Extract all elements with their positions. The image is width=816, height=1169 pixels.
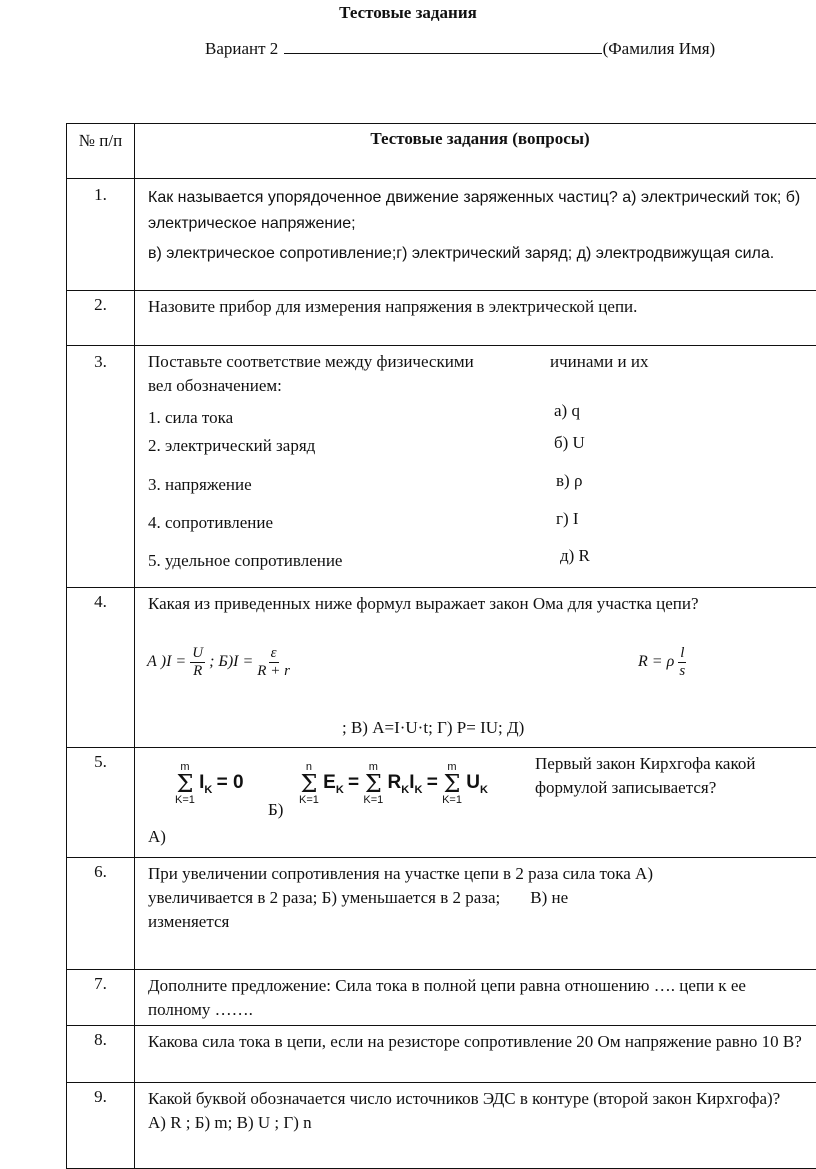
sub-k: K <box>480 784 488 796</box>
sum-sign: m Σ K=1 <box>442 762 462 806</box>
col-num-header: № п/п <box>67 124 135 179</box>
formula-r-left: R = ρ <box>638 653 674 670</box>
formula-a-fraction <box>190 645 205 680</box>
question-row-4 <box>67 588 816 748</box>
q1-line1: Как называется упорядоченное движение заряженных частиц? а) электрический ток; б) электрическое напряжение; <box>148 185 816 237</box>
term-u <box>466 772 488 793</box>
question-num: 9. <box>67 1083 135 1169</box>
q3-answer-g: г) I <box>556 509 579 529</box>
q3-item-2: 2. электрический заряд <box>148 436 315 456</box>
term-ri <box>388 772 423 793</box>
variant-label: Вариант 2 <box>205 39 278 58</box>
table-header-row <box>67 124 816 179</box>
questions-table <box>66 123 816 1169</box>
q3-answer-v: в) ρ <box>556 471 582 491</box>
question-row-6 <box>67 858 816 970</box>
q3-item-4: 4. сопротивление <box>148 513 273 533</box>
q3-item-5: 5. удельное сопротивление <box>148 551 342 571</box>
question-row-2 <box>67 291 816 346</box>
formula-r-num: l <box>678 645 686 663</box>
q4-text: Какая из приведенных ниже формул выражает закон Ома для участка цепи? <box>135 588 816 618</box>
question-num: 2. <box>67 291 135 346</box>
q9-text: Какой буквой обозначается число источников ЭДС в контуре (второй закон Кирхгофа)? <box>148 1087 816 1111</box>
question-row-1 <box>67 179 816 291</box>
eq-zero: = 0 <box>217 772 244 793</box>
question-row-7 <box>67 970 816 1026</box>
q8-text: Какова сила тока в цепи, если на резисторе сопротивление 20 Ом напряжение равно 10 В? <box>135 1026 816 1083</box>
term-e-letter: E <box>323 772 336 793</box>
formula-b-num: ε <box>269 645 279 663</box>
question-num: 3. <box>67 346 135 588</box>
sub-k: K <box>401 784 409 796</box>
question-num: 1. <box>67 179 135 291</box>
question-num: 4. <box>67 588 135 748</box>
term-i-letter: I <box>409 772 414 793</box>
formula-b-fraction <box>257 645 290 680</box>
sum-bottom: K=1 <box>175 795 195 806</box>
q1-line2: в) электрическое сопротивление;г) электрический заряд; д) электродвижущая сила. <box>148 241 816 267</box>
term-i <box>199 772 212 793</box>
q7-text: Дополните предложение: Сила тока в полной цепи равна отношению …. цепи к ее полному ……. <box>135 970 816 1026</box>
eq: = <box>427 772 438 793</box>
term-i-letter: I <box>199 772 204 793</box>
sum-bottom: K=1 <box>442 795 462 806</box>
question-row-3 <box>67 346 816 588</box>
q5-formula-b <box>299 762 488 806</box>
q4-formula-r <box>638 645 686 680</box>
q6-line2-right: В) не <box>530 888 568 907</box>
term-r-letter: R <box>388 772 402 793</box>
q5-label-a: А) <box>148 827 166 847</box>
formula-b-label: ; Б)I = <box>209 653 253 670</box>
question-num: 5. <box>67 748 135 858</box>
question-num: 6. <box>67 858 135 970</box>
q6-line2-left: увеличивается в 2 раза; Б) уменьшается в 2 раза; <box>148 888 500 907</box>
q6-line1: При увеличении сопротивления на участке цепи в 2 раза сила тока А) <box>148 862 816 886</box>
sum-sign: n Σ K=1 <box>299 762 319 806</box>
q6-line3: изменяется <box>148 910 816 934</box>
question-row-5 <box>67 748 816 858</box>
sum-top: m <box>447 762 456 773</box>
formula-r-fraction <box>678 645 686 680</box>
term-e <box>323 772 344 793</box>
col-question-header: Тестовые задания (вопросы) <box>135 124 816 179</box>
q4-cell <box>135 588 816 748</box>
q3-intro-left: Поставьте соответствие между физическими <box>148 352 474 372</box>
page-title: Тестовые задания <box>0 3 816 23</box>
name-blank-line[interactable] <box>284 39 602 54</box>
sum-bottom: K=1 <box>299 795 319 806</box>
formula-a-num: U <box>190 645 205 663</box>
q3-item-1: 1. сила тока <box>148 408 233 428</box>
sum-top: m <box>180 762 189 773</box>
formula-b-den: R + r <box>257 663 290 680</box>
q2-text: Назовите прибор для измерения напряжения в электрической цепи. <box>135 291 816 346</box>
q3-answer-a: а) q <box>554 401 580 421</box>
formula-a-den: R <box>193 663 202 680</box>
q9-cell <box>135 1083 816 1169</box>
sum-sign: m Σ K=1 <box>363 762 383 806</box>
q5-cell <box>135 748 816 858</box>
name-hint: (Фамилия Имя) <box>603 39 716 58</box>
question-num: 7. <box>67 970 135 1026</box>
q5-question: Первый закон Кирхгофа какой формулой записывается? <box>535 752 795 800</box>
question-row-9 <box>67 1083 816 1169</box>
sub-k: K <box>336 784 344 796</box>
sub-k: K <box>204 784 212 796</box>
q9-options: А) R ; Б) m; В) U ; Г) n <box>148 1111 816 1135</box>
term-u-letter: U <box>466 772 480 793</box>
sum-top: n <box>306 762 312 773</box>
formula-r-den: s <box>679 663 685 680</box>
sub-k: K <box>415 784 423 796</box>
sum-bottom: K=1 <box>363 795 383 806</box>
q5-formula-a <box>175 762 244 806</box>
eq: = <box>348 772 359 793</box>
q3-cell <box>135 346 816 588</box>
q6-cell <box>135 858 816 970</box>
formula-a-label: А )I = <box>147 653 186 670</box>
q3-answer-d: д) R <box>560 546 590 566</box>
q4-formula-ab <box>147 645 290 680</box>
sum-top: m <box>369 762 378 773</box>
q6-line2 <box>148 886 816 910</box>
q3-answer-b: б) U <box>554 433 585 453</box>
question-num: 8. <box>67 1026 135 1083</box>
question-row-8 <box>67 1026 816 1083</box>
q4-options: ; В) A=I·U·t; Г) P= IU; Д) <box>342 718 524 738</box>
q3-intro-right: ичинами и их <box>550 352 648 372</box>
variant-line <box>205 39 715 59</box>
sum-sign: m Σ K=1 <box>175 762 195 806</box>
q3-item-3: 3. напряжение <box>148 475 252 495</box>
q5-label-b: Б) <box>268 800 283 820</box>
q3-intro-line2: вел обозначением: <box>148 376 282 396</box>
